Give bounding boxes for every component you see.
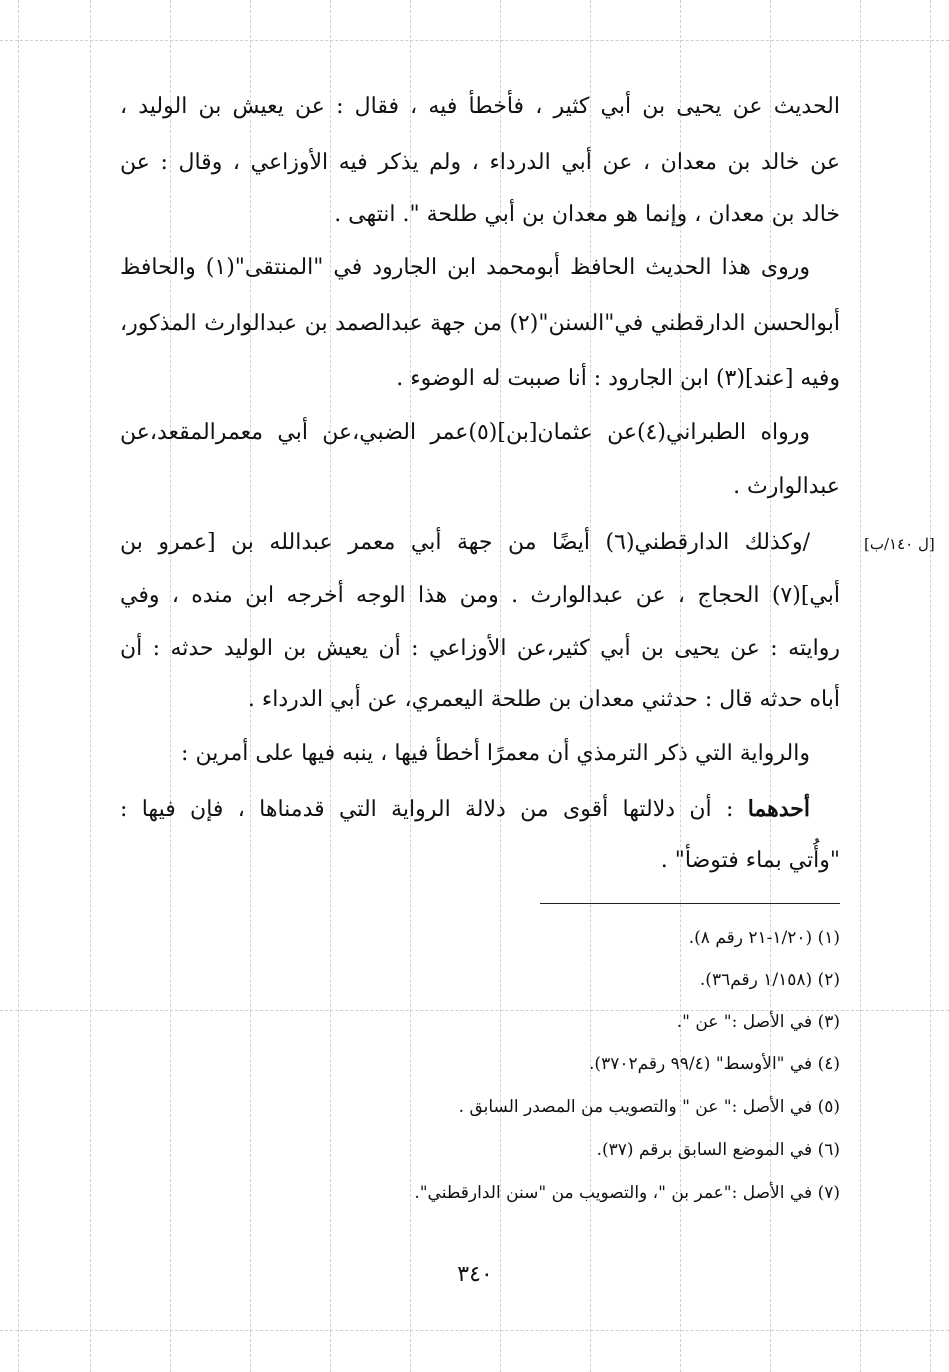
footnote-5: (٥) في الأصل :" عن " والتصويب من المصدر السابق . <box>458 1097 840 1117</box>
body-line-6: وفيه [عند](٣) ابن الجارود : أنا صببت له الوضوء . <box>396 366 840 391</box>
footnote-6: (٦) في الموضع السابق برقم (٣٧). <box>596 1140 840 1160</box>
grid-line <box>18 0 19 1372</box>
footnote-2: (٢) (١/١٥٨ رقم٣٦). <box>699 970 840 990</box>
lead-word: أحدهما <box>747 796 810 822</box>
body-line-4: وروى هذا الحديث الحافظ أبومحمد ابن الجارود في "المنتقى"(١) والحافظ <box>120 255 810 280</box>
body-line-13: والرواية التي ذكر الترمذي أن معمرًا أخطأ فيها ، ينبه فيها على أمرين : <box>181 741 810 766</box>
grid-line <box>0 1010 949 1011</box>
body-line-1: الحديث عن يحيى بن أبي كثير ، فأخطأ فيه ، فقال : عن يعيش بن الوليد ، <box>120 94 840 119</box>
grid-line <box>0 1330 949 1331</box>
body-line-7: ورواه الطبراني(٤)عن عثمان[بن](٥)عمر الضبي،عن أبي معمرالمقعد،عن <box>120 420 810 445</box>
margin-folio-note: [ل ١٤٠/ب] <box>864 535 935 553</box>
body-line-11: روايته : عن يحيى بن أبي كثير،عن الأوزاعي : أن يعيش بن الوليد حدثه : أن <box>120 636 840 661</box>
grid-line <box>860 0 861 1372</box>
footnote-7: (٧) في الأصل :"عمر بن "، والتصويب من "سنن الدارقطني". <box>414 1183 840 1203</box>
footnote-3: (٣) في الأصل :" عن ". <box>676 1012 840 1032</box>
body-line-12: أباه حدثه قال : حدثني معدان بن طلحة اليعمري، عن أبي الدرداء . <box>247 687 840 712</box>
body-line-10: أبي](٧) الحجاج ، عن عبدالوارث . ومن هذا الوجه أخرجه ابن منده ، وفي <box>120 583 840 608</box>
footnote-separator <box>540 903 840 904</box>
footnote-4: (٤) في "الأوسط" (٩٩/٤ رقم٣٧٠٢). <box>589 1054 840 1074</box>
grid-line <box>0 40 949 41</box>
body-line-2: عن خالد بن معدان ، عن أبي الدرداء ، ولم يذكر فيه الأوزاعي ، وقال : عن <box>120 150 840 175</box>
body-line-9: /وكذلك الدارقطني(٦) أيضًا من جهة أبي معمر عبدالله بن [عمرو بن <box>120 530 810 555</box>
page-number: ٣٤٠ <box>457 1262 493 1287</box>
body-line-3: خالد بن معدان ، وإنما هو معدان بن أبي طلحة ". انتهى . <box>334 202 840 227</box>
body-line-14: أحدهما : أن دلالتها أقوى من دلالة الرواية التي قدمناها ، فإن فيها : <box>120 796 810 822</box>
body-line-15: "وأُتي بماء فتوضأ" . <box>660 848 840 873</box>
footnote-1: (١) (١/٢٠-٢١ رقم ٨). <box>688 928 840 948</box>
body-line-5: أبوالحسن الدارقطني في"السنن"(٢) من جهة عبدالصمد بن عبدالوارث المذكور، <box>120 311 840 336</box>
grid-line <box>90 0 91 1372</box>
body-line-8: عبدالوارث . <box>733 474 840 499</box>
grid-line <box>930 0 931 1372</box>
